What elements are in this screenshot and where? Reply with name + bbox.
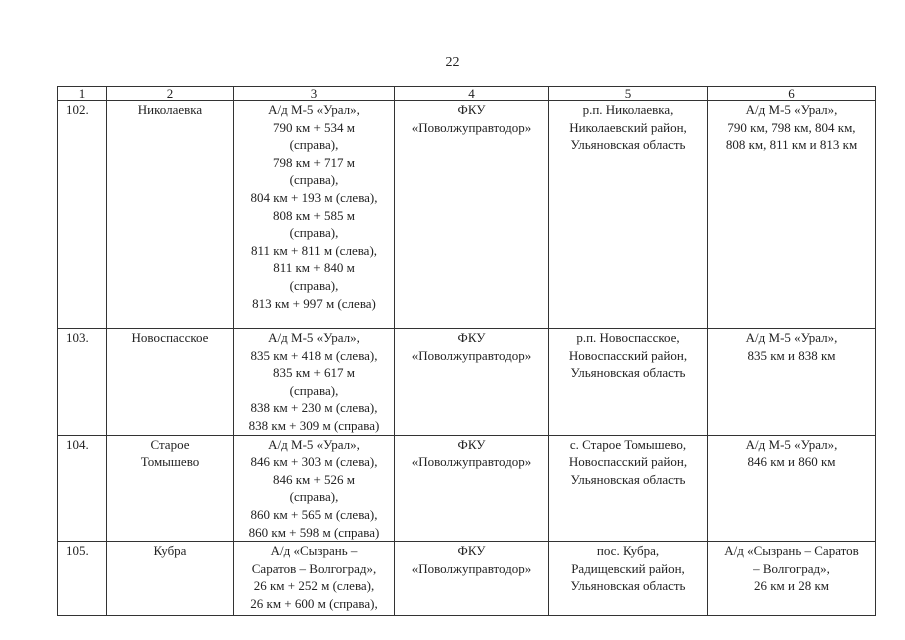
- cell-line: Ульяновская область: [570, 578, 686, 594]
- column-header: 2: [107, 87, 234, 101]
- cell-line: ФКУ: [457, 330, 486, 345]
- cell-line: А/д М-5 «Урал»,: [268, 102, 360, 117]
- row-number: 105.: [58, 542, 107, 616]
- cell-line: Николаевка: [137, 102, 203, 117]
- row-number: 103.: [58, 329, 107, 436]
- cell-line: Старое: [150, 436, 190, 452]
- table-row: [58, 101, 876, 329]
- road-location-cell: [234, 542, 395, 616]
- column-header: 1: [58, 87, 107, 101]
- cell-line: (справа),: [289, 277, 339, 293]
- column-header: 4: [395, 87, 549, 101]
- cell-line: ФКУ: [457, 436, 486, 452]
- road-location-cell: [234, 101, 395, 329]
- cell-line: 860 км + 598 м (справа): [248, 524, 380, 540]
- route-cell: [708, 101, 876, 329]
- cell-line: 838 км + 309 м (справа): [248, 417, 380, 433]
- cell-line: Кубра: [153, 543, 187, 559]
- cell-line: А/д «Сызрань – Саратов: [724, 543, 859, 559]
- cell-line: 808 км, 811 км и 813 км: [725, 137, 858, 153]
- cell-line: с. Старое Томышево,: [569, 436, 687, 452]
- road-location-cell: [234, 329, 395, 436]
- row-number: 104.: [58, 435, 107, 542]
- cell-line: Новоспасский район,: [568, 454, 688, 470]
- cell-line: Томышево: [140, 454, 200, 470]
- owner-cell: [395, 329, 549, 436]
- cell-line: (справа),: [289, 137, 339, 153]
- cell-line: 813 км + 997 м (слева): [252, 295, 376, 311]
- owner-cell: [395, 542, 549, 616]
- page-number: 22: [445, 55, 460, 70]
- cell-line: «Поволжуправтодор»: [411, 560, 532, 576]
- route-cell: [708, 435, 876, 542]
- cell-line: 846 км и 860 км: [747, 454, 836, 470]
- cell-line: Радищевский район,: [571, 560, 685, 576]
- cell-line: 808 км + 585 м: [272, 207, 356, 223]
- column-header: 5: [549, 87, 708, 101]
- owner-cell: [395, 435, 549, 542]
- cell-line: А/д М-5 «Урал»,: [745, 330, 838, 345]
- cell-line: 835 км + 617 м: [272, 365, 356, 381]
- cell-line: 846 км + 303 м (слева),: [250, 454, 378, 470]
- cell-line: Новоспасский район,: [568, 347, 688, 363]
- cell-line: А/д М-5 «Урал»,: [268, 436, 360, 452]
- cell-line: 835 км + 418 м (слева),: [250, 347, 378, 363]
- cell-line: 838 км + 230 м (слева),: [250, 400, 378, 416]
- cell-line: р.п. Николаевка,: [582, 102, 674, 117]
- cell-line: 790 км, 798 км, 804 км,: [727, 119, 856, 135]
- cell-line: А/д М-5 «Урал»,: [745, 102, 838, 117]
- cell-line: 26 км + 600 м (справа),: [250, 595, 378, 611]
- cell-line: ФКУ: [457, 543, 486, 559]
- column-header: 6: [708, 87, 876, 101]
- cell-line: А/д М-5 «Урал»,: [745, 436, 838, 452]
- road-location-cell: [234, 435, 395, 542]
- cell-line: 26 км и 28 км: [753, 578, 830, 594]
- cell-line: 835 км и 838 км: [747, 347, 836, 363]
- row-number: 102.: [58, 101, 107, 329]
- cell-line: Новоспасское: [131, 330, 209, 345]
- address-cell: [549, 542, 708, 616]
- route-cell: [708, 542, 876, 616]
- column-header: 3: [234, 87, 395, 101]
- cell-line: А/д М-5 «Урал»,: [268, 330, 360, 345]
- route-cell: [708, 329, 876, 436]
- address-cell: [549, 435, 708, 542]
- address-cell: [549, 101, 708, 329]
- table-row: [58, 542, 876, 616]
- cell-line: 860 км + 565 м (слева),: [250, 506, 378, 522]
- cell-line: «Поволжуправтодор»: [411, 347, 532, 363]
- cell-line: (справа),: [289, 225, 339, 241]
- cell-line: (справа),: [289, 172, 339, 188]
- cell-line: Ульяновская область: [570, 365, 686, 381]
- cell-line: ФКУ: [457, 102, 486, 117]
- cell-line: А/д «Сызрань –: [270, 543, 358, 559]
- cell-line: Николаевский район,: [569, 119, 687, 135]
- cell-line: 811 км + 840 м: [273, 260, 355, 276]
- cell-line: 811 км + 811 м (слева),: [250, 242, 378, 258]
- cell-line: «Поволжуправтодор»: [411, 454, 532, 470]
- cell-line: р.п. Новоспасское,: [576, 330, 680, 345]
- cell-line: пос. Кубра,: [596, 543, 660, 559]
- table-header-row: [58, 87, 876, 101]
- cell-line: – Волгоград»,: [753, 560, 830, 576]
- table-row: [58, 435, 876, 542]
- cell-line: (справа),: [289, 382, 339, 398]
- cell-line: 26 км + 252 м (слева),: [253, 578, 375, 594]
- objects-table: [57, 86, 876, 616]
- cell-line: 846 км + 526 м: [272, 471, 356, 487]
- owner-cell: [395, 101, 549, 329]
- cell-line: Саратов – Волгоград»,: [251, 560, 377, 576]
- cell-line: Ульяновская область: [570, 471, 686, 487]
- cell-line: 804 км + 193 м (слева),: [250, 189, 378, 205]
- cell-line: (справа),: [289, 489, 339, 505]
- cell-line: 798 км + 717 м: [272, 154, 356, 170]
- cell-line: «Поволжуправтодор»: [411, 119, 532, 135]
- cell-line: Ульяновская область: [570, 137, 686, 153]
- cell-line: 790 км + 534 м: [272, 119, 356, 135]
- settlement-cell: [107, 542, 234, 616]
- settlement-cell: [107, 435, 234, 542]
- settlement-cell: [107, 101, 234, 329]
- table-row: [58, 329, 876, 436]
- settlement-cell: [107, 329, 234, 436]
- address-cell: [549, 329, 708, 436]
